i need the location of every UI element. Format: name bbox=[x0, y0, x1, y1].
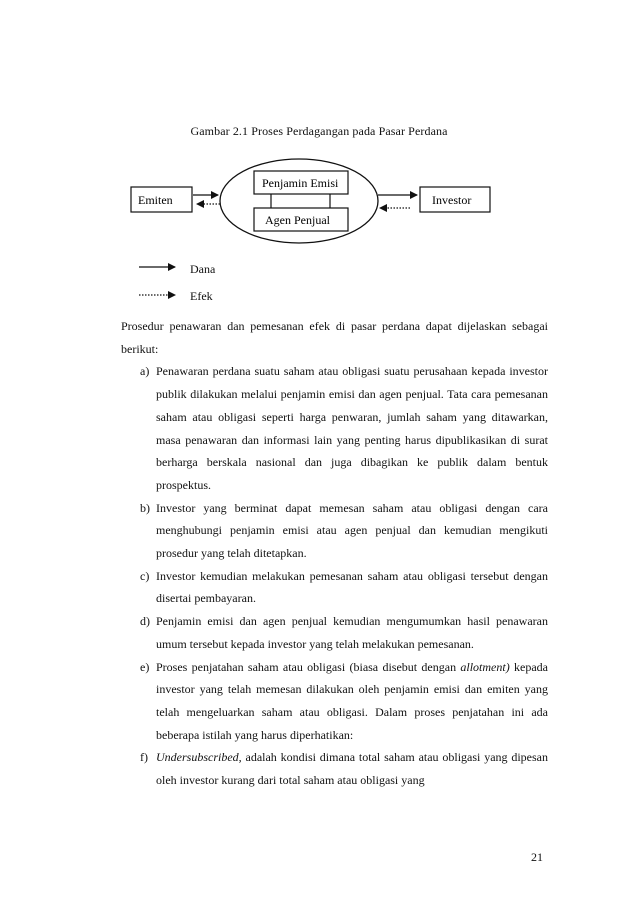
list-item bbox=[121, 746, 548, 791]
list-item-text bbox=[156, 610, 548, 655]
list-item bbox=[121, 360, 548, 496]
list-marker: e) bbox=[140, 659, 150, 674]
list-item bbox=[121, 565, 548, 610]
text-run: kepada investor yang telah memesan dilakukan oleh penjamin emisi dan emiten yang telah mengeluarkan saham atau obligasi. Dalam proses penjatahan ini ada beberapa istilah yang harus diperhatikan: bbox=[156, 659, 549, 742]
penjamin-label: Penjamin Emisi bbox=[262, 176, 339, 190]
emiten-label: Emiten bbox=[138, 193, 173, 207]
list-item bbox=[121, 497, 548, 565]
list-marker: f) bbox=[140, 750, 148, 765]
text-run: Penawaran perdana suatu saham atau obligasi suatu perusahaan kepada investor publik dilakukan melalui penjamin emisi dan agen penjual. Tata cara pemesanan saham atau obligasi seperti harga penwaran, jumlah saham yang ditawarkan, masa penawaran dan informasi lain yang penting harus dipublikasikan di surat berharga berskala nasional dan juga dibagikan ke publik dalam bentuk prospektus. bbox=[156, 364, 548, 492]
list-marker: b) bbox=[140, 500, 150, 515]
list-marker: c) bbox=[140, 568, 150, 583]
text-run: Proses penjatahan saham atau obligasi (biasa disebut dengan bbox=[156, 659, 461, 674]
list-item bbox=[121, 610, 548, 655]
list-marker: d) bbox=[140, 614, 150, 629]
italic-term: Undersubscribed, bbox=[156, 750, 242, 765]
list-item-text bbox=[156, 656, 548, 747]
procedure-list bbox=[121, 360, 548, 791]
list-item-text bbox=[156, 565, 548, 610]
intro-paragraph: Prosedur penawaran dan pemesanan efek di pasar perdana dapat dijelaskan sebagai berikut: bbox=[121, 319, 548, 356]
text-run: Investor yang berminat dapat memesan saham atau obligasi dengan cara menghubungi penjamin emisi atau agen penjual dan kemudian mengikuti prosedur yang telah ditetapkan. bbox=[156, 500, 548, 561]
legend-dana-label: Dana bbox=[190, 262, 216, 276]
flow-diagram bbox=[0, 0, 638, 320]
page-number: 21 bbox=[531, 850, 543, 864]
text-run: adalah kondisi dimana total saham atau obligasi yang dipesan oleh investor kurang dari total saham atau obligasi yang bbox=[156, 750, 548, 788]
agen-label: Agen Penjual bbox=[265, 213, 330, 227]
list-marker: a) bbox=[140, 364, 150, 379]
list-item-text bbox=[156, 497, 548, 565]
list-item-text bbox=[156, 746, 548, 791]
figure-caption: Gambar 2.1 Proses Perdagangan pada Pasar Perdana bbox=[190, 124, 448, 138]
text-run: Penjamin emisi dan agen penjual kemudian mengumumkan hasil penawaran umum tersebut kepada investor yang telah melakukan pemesanan. bbox=[156, 614, 548, 651]
legend-efek-label: Efek bbox=[190, 289, 213, 303]
list-item-text bbox=[156, 360, 548, 496]
body-text bbox=[121, 315, 548, 792]
text-run: Investor kemudian melakukan pemesanan saham atau obligasi tersebut dengan disertai pembayaran. bbox=[156, 568, 548, 606]
investor-label: Investor bbox=[432, 193, 472, 207]
list-item bbox=[121, 656, 548, 747]
italic-term: allotment) bbox=[460, 659, 510, 674]
